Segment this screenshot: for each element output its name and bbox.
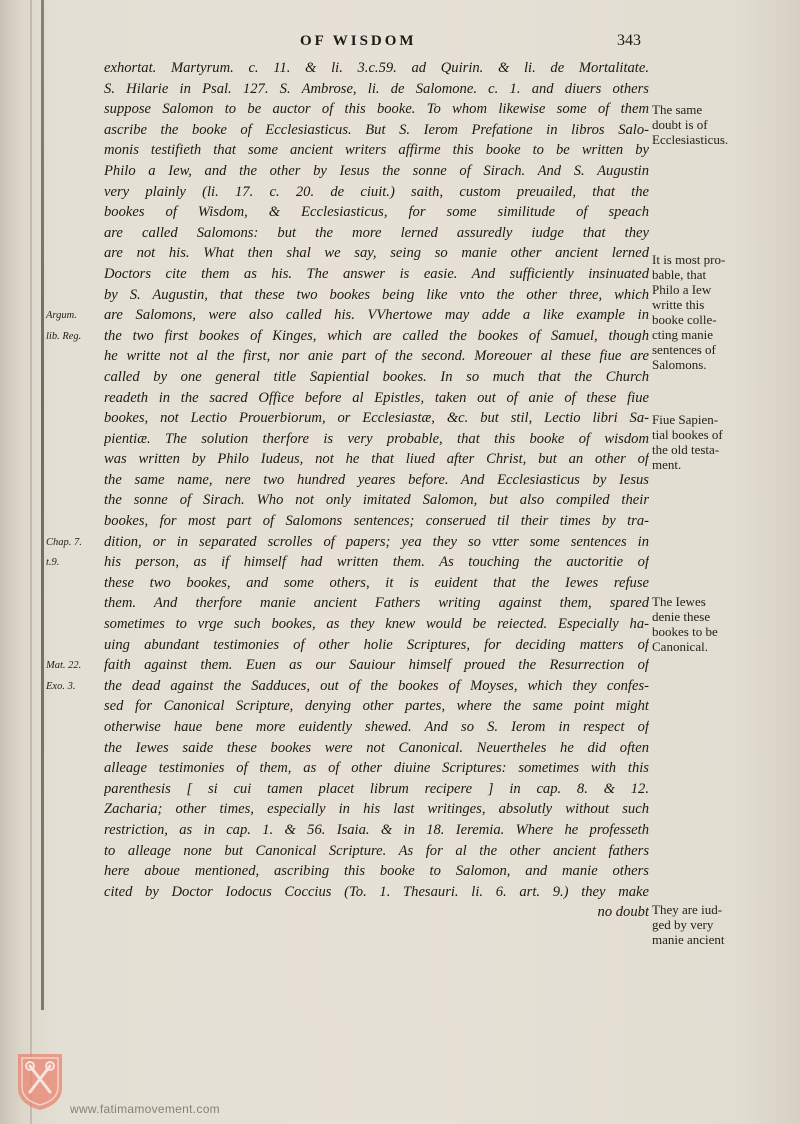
text-line: Zacharia; other times, especially in his last writinges, absolutly without such [104, 801, 649, 818]
margin-note-line: sentences of [652, 342, 716, 357]
text-line: no doubt [597, 904, 649, 921]
text-line: sometimes to vrge such bookes, as they knew would be reiected. Especially ha- [104, 616, 649, 633]
text-line: cited by Doctor Iodocus Coccius (To. 1. Thesauri. li. 6. art. 9.) they make [104, 883, 649, 900]
margin-note-line: denie these [652, 609, 711, 624]
text-line: the same name, nere two hundred yeares before. And Ecclesiasticus by Iesus [104, 471, 649, 488]
left-margin-note: t.9. [46, 557, 60, 569]
right-margin-note [652, 594, 762, 654]
text-line: faith against them. Euen as our Sauiour himself proued the Resurrection of [104, 657, 649, 674]
page-header [0, 33, 800, 55]
text-line: the sonne of Sirach. Who not only imitated Salomon, but also compiled their [104, 492, 649, 509]
margin-note-line: Fiue Sapien- [652, 412, 719, 427]
text-line: bookes of Wisdom, & Ecclesiasticus, for some similitude of speach [104, 204, 649, 221]
text-line: these two bookes, and some others, it is euident that the Iewes refuse [104, 574, 649, 591]
left-margin-note: lib. Reg. [46, 330, 82, 342]
gutter-rule [41, 0, 44, 1010]
margin-note-line: Salomons. [652, 357, 707, 372]
text-line: dition, or in separated scrolles of papers; yea they so vtter some sentences in [104, 533, 649, 550]
text-line: Doctors cite them as his. The answer is easie. And sufficiently insinuated [104, 265, 649, 282]
margin-note-line: The Iewes [652, 594, 706, 609]
margin-note-line: It is most pro- [652, 252, 726, 267]
margin-note-line: Canonical. [652, 639, 708, 654]
margin-note-line: cting manie [652, 327, 714, 342]
text-line: otherwise haue bene more euidently shewed. And so S. Ierom in respect of [104, 719, 649, 735]
text-line: exhortat. Martyrum. c. 11. & li. 3.c.59. ad Quirin. & li. de Mortalitate. [104, 60, 649, 76]
margin-note-line: ment. [652, 457, 682, 472]
papal-keys-seal-icon [14, 1050, 66, 1112]
right-margin-note [652, 102, 762, 147]
margin-note-line: manie ancient [652, 932, 725, 947]
right-margin-note [652, 252, 762, 372]
text-line: are Salomons, were also called his. VVhertowe may adde a like example in [104, 307, 649, 324]
margin-note-line: The same [652, 102, 703, 117]
text-line: monis testifieth that some ancient writers affirme this booke to be written by [104, 142, 649, 159]
text-line: them. And therfore manie ancient Fathers writing against them, spared [104, 595, 649, 612]
margin-note-line: bable, that [652, 267, 707, 282]
text-line: he writte not al the first, nor anie part of the second. Moreouer al these fiue are [104, 348, 649, 365]
margin-note-line: tial bookes of [652, 427, 723, 442]
margin-note-line: doubt is of [652, 117, 708, 132]
text-line: called by one general title Sapiential bookes. In so much that the Church [104, 368, 649, 385]
text-line: was written by Philo Iudeus, not he that liued after Christ, but an other of [104, 451, 649, 468]
text-line: are called Salomons: but the more lerned assuredly iudge that they [104, 224, 649, 241]
margin-note-line: Ecclesiasticus. [652, 132, 729, 147]
text-line: very plainly (li. 17. c. 20. de ciuit.) saith, custom preuailed, that the [104, 183, 649, 200]
right-margin-note [652, 902, 762, 947]
margin-note-line: booke colle- [652, 312, 717, 327]
text-line: ascribe the booke of Ecclesiasticus. But S. Ierom Prefatione in libros Salo- [104, 121, 649, 138]
text-line: his person, as if himself had written them. As touching the auctoritie of [104, 554, 649, 571]
text-line: S. Hilarie in Psal. 127. S. Ambrose, li. de Salomone. c. 1. and diuers others [104, 80, 649, 97]
text-line: sed for Canonical Scripture, denying other partes, where the same point might [104, 698, 649, 715]
margin-note-line: bookes to be [652, 624, 718, 639]
margin-note-line: writte this [652, 297, 705, 312]
footer-url[interactable]: www.fatimamovement.com [70, 1102, 220, 1116]
body-text [104, 58, 649, 923]
page-number: 343 [617, 32, 641, 49]
margin-note-line: Philo a Iew [652, 282, 712, 297]
left-margin-note: Argum. [46, 310, 77, 322]
left-margin-note: Mat. 22. [46, 660, 82, 672]
text-line: bookes, not Lectio Prouerbiorum, or Ecclesiastæ, &c. but stil, Lectio libri Sa- [104, 410, 649, 427]
text-line: to alleage none but Canonical Scripture. As for al the other ancient fathers [104, 842, 649, 859]
margin-note-line: They are iud- [652, 902, 723, 917]
margin-note-line: the old testa- [652, 442, 720, 457]
text-line: parenthesis [ si cui tamen placet librum recipere ] in cap. 8. & 12. [104, 780, 649, 797]
text-line: here aboue mentioned, ascribing this booke to Salomon, and manie others [104, 863, 649, 880]
text-line: bookes, for most part of Salomons sentences; conserued til their times by tra- [104, 513, 649, 530]
text-line: by S. Augustin, that these two bookes being like vnto the other three, which [104, 286, 649, 303]
text-line: suppose Salomon to be auctor of this booke. To whom likewise some of them [104, 101, 649, 118]
right-margin-note [652, 412, 762, 472]
running-title: OF WISDOM [300, 33, 417, 49]
text-line: pientiæ. The solution therfore is very probable, that this booke of wisdom [104, 430, 649, 447]
text-line: the two first bookes of Kinges, which are called the bookes of Samuel, though [104, 327, 649, 344]
left-margin-note: Exo. 3. [46, 681, 76, 692]
text-line: readeth in the sacred Office before al Epistles, taken out of anie of these fiue [104, 389, 649, 406]
text-line: are not his. What then shal we say, seing so manie other ancient lerned [104, 245, 649, 262]
margin-note-line: ged by very [652, 917, 714, 932]
text-line: alleage testimonies of them, as of other diuine Scriptures: sometimes with this [104, 760, 649, 777]
binding-edge [30, 0, 32, 1124]
left-margin-note: Chap. 7. [46, 536, 82, 548]
text-line: the dead against the Sadduces, out of the bookes of Moyses, which they confes- [104, 677, 649, 694]
text-line: Philo a Iew, and the other by Iesus the sonne of Sirach. And S. Augustin [104, 162, 649, 179]
text-line: uing abundant testimonies of other holie Scriptures, for deciding matters of [104, 636, 649, 653]
text-line: restriction, as in cap. 1. & 56. Isaia. & in 18. Ieremia. Where he professeth [104, 821, 649, 838]
text-line: the Iewes saide these bookes were not Canonical. Neuertheles he did often [104, 739, 649, 756]
